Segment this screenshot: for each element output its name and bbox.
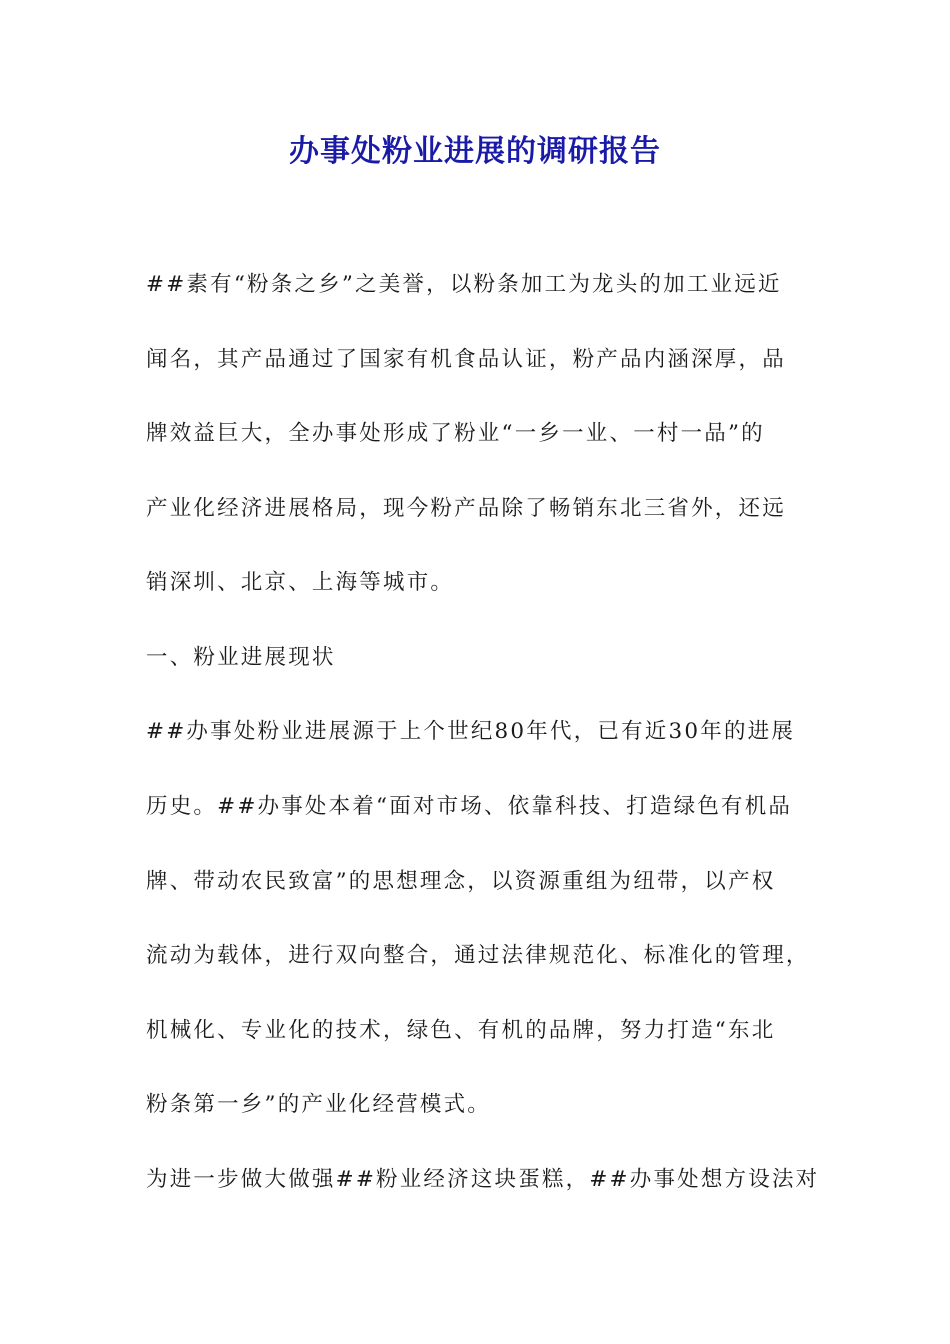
body-line: 牌效益巨大，全办事处形成了粉业“一乡一业、一村一品”的 xyxy=(146,421,765,446)
body-line: ##素有“粉条之乡”之美誉，以粉条加工为龙头的加工业远近 xyxy=(146,272,782,297)
body-line: 为进一步做大做强##粉业经济这块蛋糕，##办事处想方设法对 xyxy=(146,1167,820,1192)
body-line: 机械化、专业化的技术，绿色、有机的品牌，努力打造“东北 xyxy=(146,1018,776,1043)
document-title: 办事处粉业进展的调研报告 xyxy=(289,134,661,169)
body-line: 闻名，其产品通过了国家有机食品认证，粉产品内涵深厚，品 xyxy=(146,347,786,372)
section-heading: 一、粉业进展现状 xyxy=(146,645,336,670)
body-line: 销深圳、北京、上海等城市。 xyxy=(146,570,455,595)
body-line: 流动为载体，进行双向整合，通过法律规范化、标准化的管理， xyxy=(146,943,810,968)
body-line: 历史。##办事处本着“面对市场、依靠科技、打造绿色有机品 xyxy=(146,794,793,819)
body-line: ##办事处粉业进展源于上个世纪80年代，已有近30年的进展 xyxy=(146,719,796,744)
body-line: 牌、带动农民致富”的思想理念，以资源重组为纽带，以产权 xyxy=(146,869,776,894)
body-line: 粉条第一乡”的产业化经营模式。 xyxy=(146,1092,491,1117)
body-line: 产业化经济进展格局，现今粉产品除了畅销东北三省外，还远 xyxy=(146,496,786,521)
